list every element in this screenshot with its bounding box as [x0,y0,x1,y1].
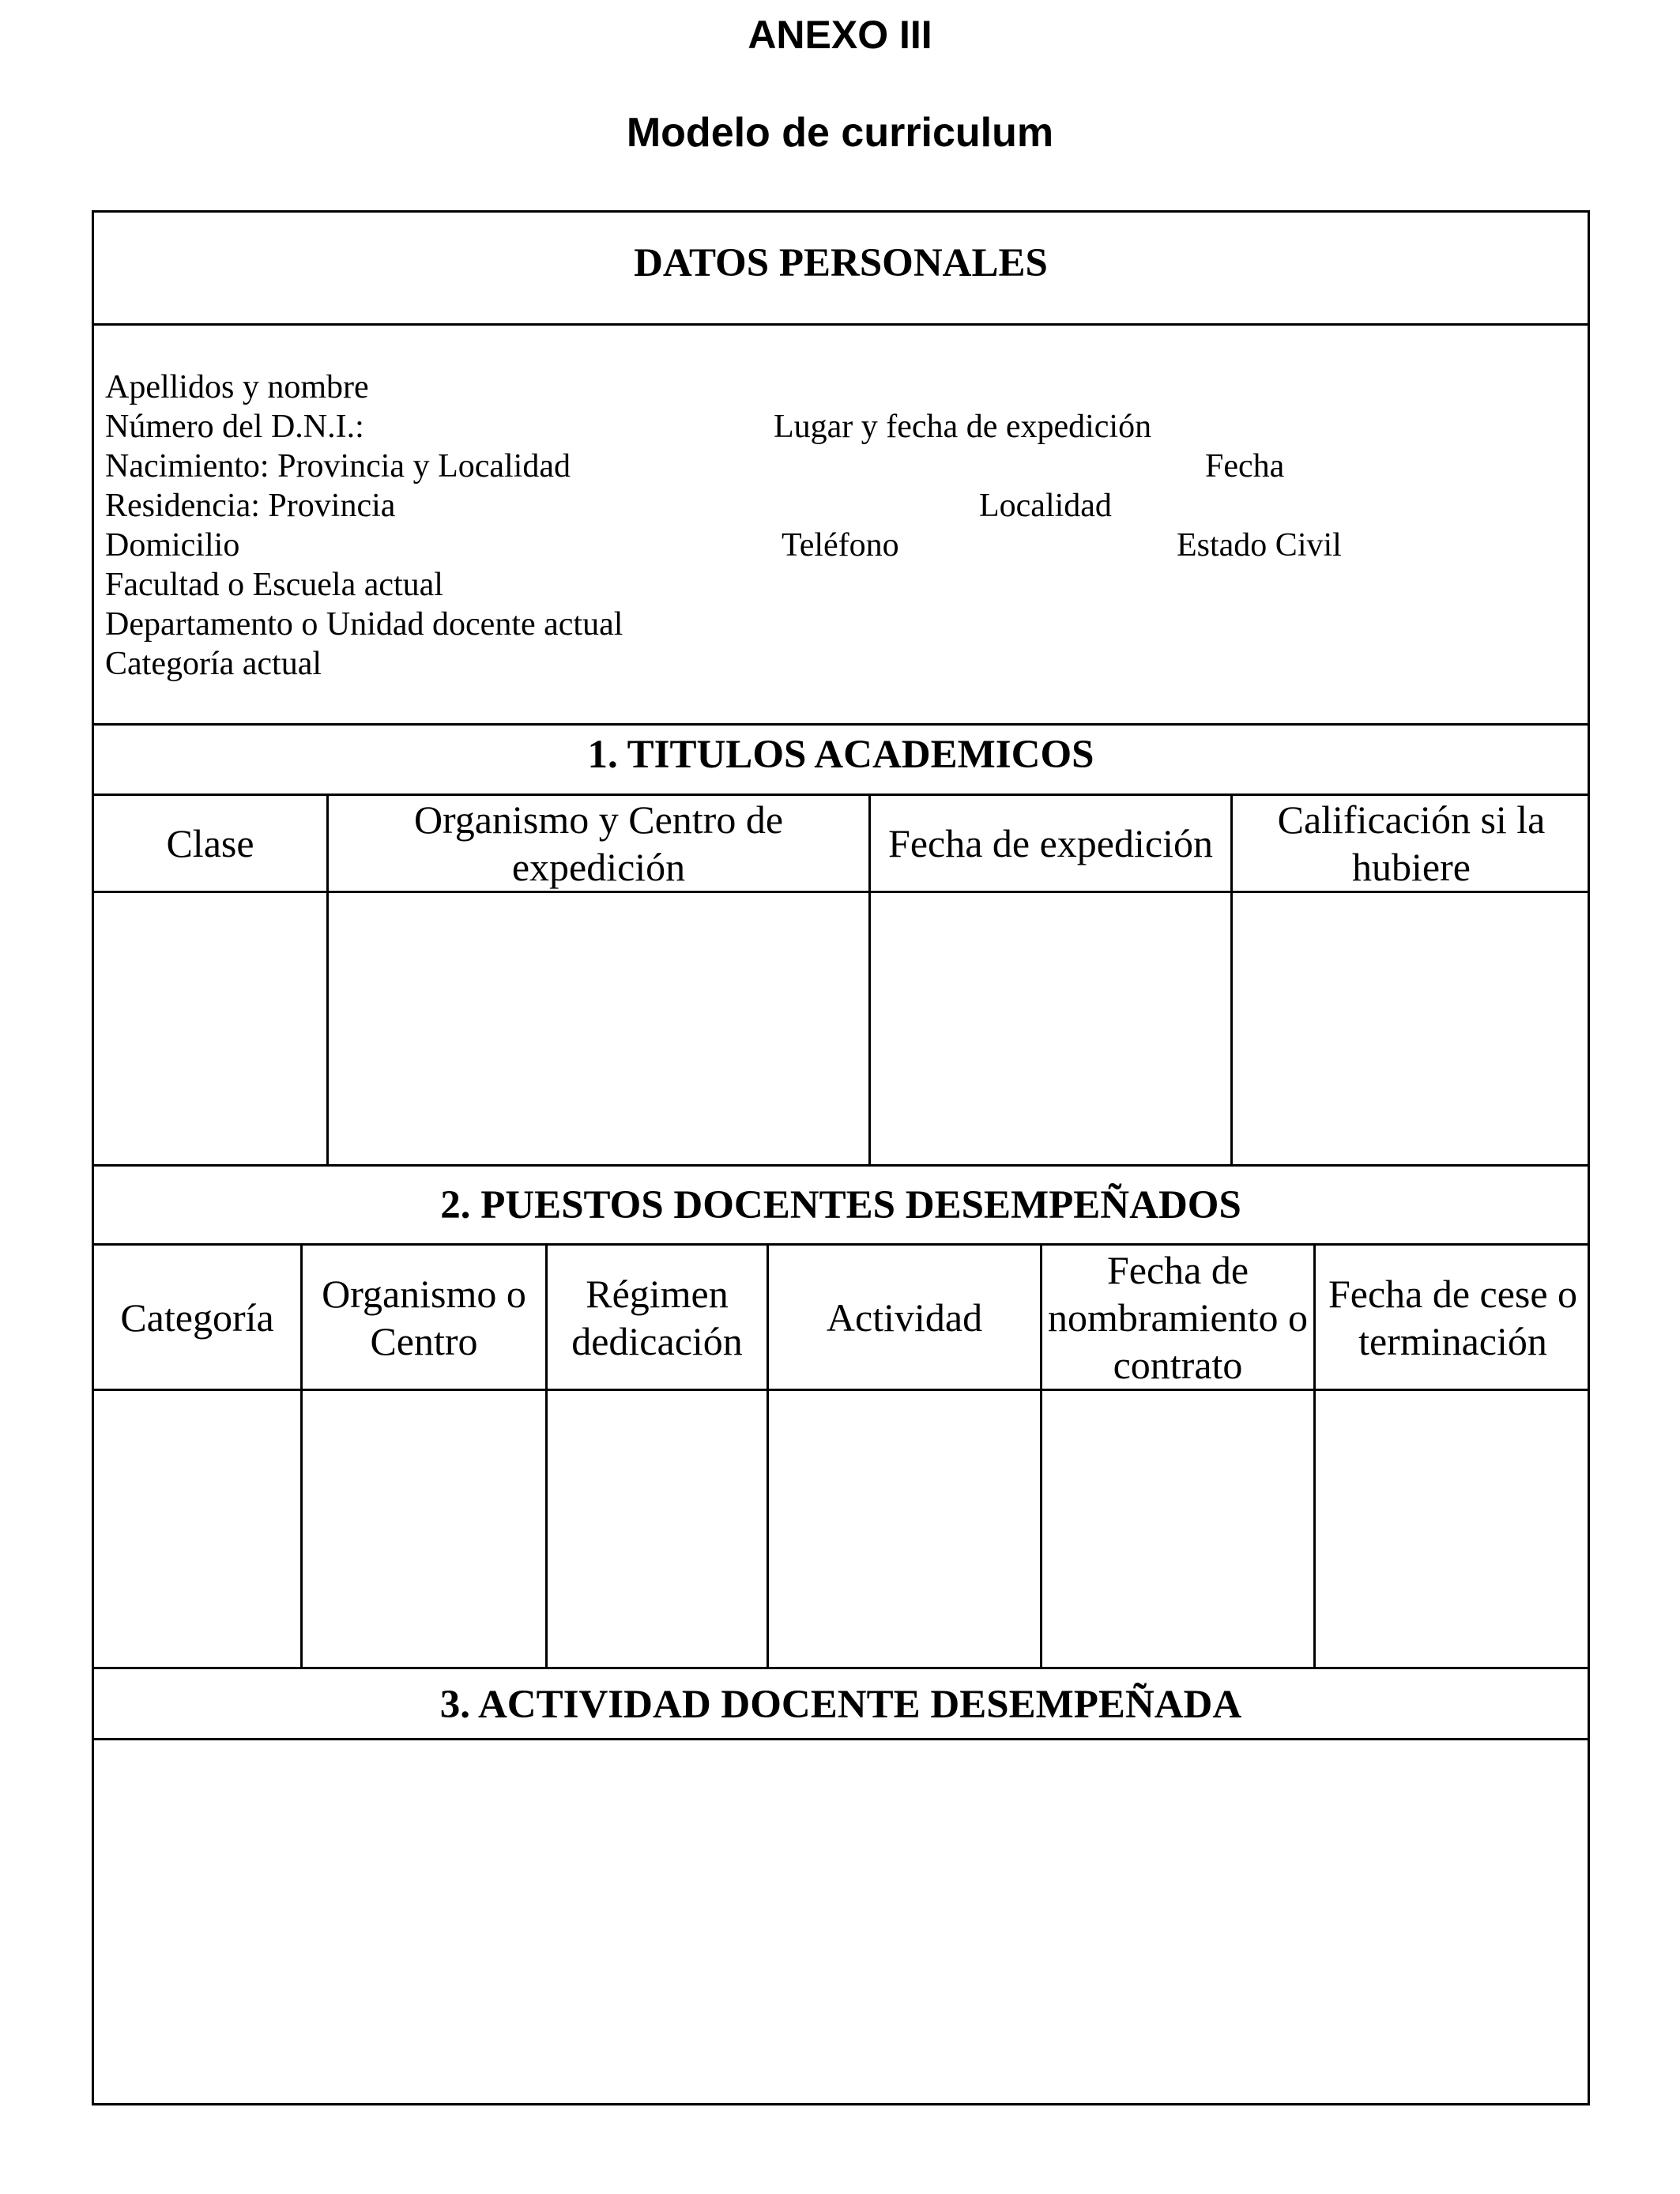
column-header-fecha-expedicion: Fecha de expedición [888,821,1213,865]
column-divider [545,1243,548,1667]
field-telefono[interactable]: Teléfono [782,527,899,564]
curriculum-form [92,210,1590,2105]
column-header-fecha-cese: Fecha de cese o terminación [1328,1271,1578,1363]
column-header-actividad: Actividad [826,1295,983,1340]
column-header-clase: Clase [166,821,254,865]
personal-data-heading: DATOS PERSONALES [634,241,1048,285]
field-departamento[interactable]: Departamento o Unidad docente actual [105,606,623,643]
column-header-organismo-centro: Organismo o Centro [322,1271,526,1363]
divider [94,723,1588,726]
column-header-organismo-centro-expedicion: Organismo y Centro de expedición [413,797,784,889]
divider [94,323,1588,326]
section-actividad-docente-heading: 3. ACTIVIDAD DOCENTE DESEMPEÑADA [439,1683,1242,1727]
section-puestos-docentes-heading: 2. PUESTOS DOCENTES DESEMPEÑADOS [440,1183,1241,1227]
column-header-fecha-nombramiento: Fecha de nombramiento o contrato [1047,1247,1309,1387]
document-title: ANEXO III [748,13,932,57]
field-nacimiento[interactable]: Nacimiento: Provincia y Localidad [105,448,571,484]
actividad-docente-entry-area[interactable] [94,1740,1588,2103]
field-apellidos[interactable]: Apellidos y nombre [105,369,369,405]
titulos-entry-area[interactable] [94,893,1588,1162]
document-subtitle: Modelo de curriculum [626,110,1054,156]
column-header-calificacion: Calificación si la hubiere [1277,797,1546,889]
field-lugar-fecha-expedicion[interactable]: Lugar y fecha de expedición [774,409,1152,445]
column-header-categoria: Categoría [120,1295,274,1340]
column-divider [868,794,871,1166]
field-estado-civil[interactable]: Estado Civil [1177,527,1342,564]
field-domicilio[interactable]: Domicilio [105,527,240,564]
column-divider [1313,1243,1316,1667]
column-divider [300,1243,303,1667]
column-divider [767,1243,769,1667]
column-divider [326,794,329,1166]
section-titulos-academicos-heading: 1. TITULOS ACADEMICOS [587,733,1094,777]
field-residencia[interactable]: Residencia: Provincia [105,488,396,524]
divider [94,1164,1588,1167]
field-localidad[interactable]: Localidad [979,488,1112,524]
field-dni[interactable]: Número del D.N.I.: [105,409,364,445]
field-categoria[interactable]: Categoría actual [105,646,322,682]
field-facultad[interactable]: Facultad o Escuela actual [105,567,443,603]
puestos-entry-area[interactable] [94,1391,1588,1664]
field-fecha-nacimiento[interactable]: Fecha [1205,448,1285,484]
column-header-regimen-dedicacion: Régimen dedicación [571,1271,743,1363]
column-divider [1230,794,1233,1166]
divider [94,1667,1588,1669]
column-divider [1040,1243,1042,1667]
